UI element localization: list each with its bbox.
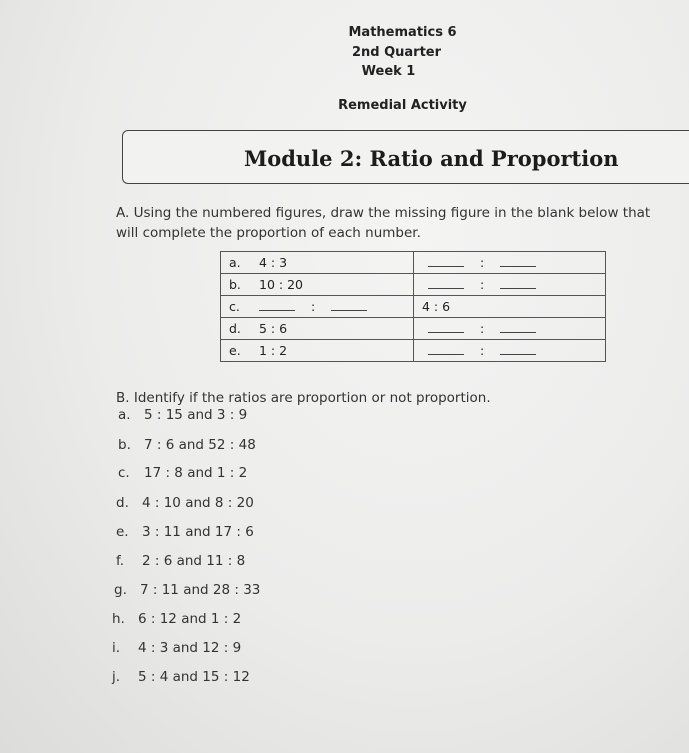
right-cell xyxy=(414,296,606,318)
item-ratios: 3 : 11 and 17 : 6 xyxy=(142,524,254,540)
activity-heading: Remedial Activity xyxy=(338,98,467,113)
item-letter: f. xyxy=(116,553,125,569)
answer-blank[interactable] xyxy=(428,343,464,355)
colon: : xyxy=(480,321,485,336)
section-b-instruction: B. Identify if the ratios are proportion or not proportion. xyxy=(116,390,491,406)
right-cell xyxy=(414,340,606,362)
right-cell xyxy=(414,274,606,296)
row-letter: b. xyxy=(229,277,241,292)
item-letter: b. xyxy=(118,437,131,453)
colon: : xyxy=(480,277,485,292)
item-letter: i. xyxy=(112,640,121,656)
left-ratio: 5 : 6 xyxy=(259,321,288,336)
item-ratios: 2 : 6 and 11 : 8 xyxy=(142,553,246,569)
right-ratio: 4 : 6 xyxy=(422,299,451,314)
item-letter: h. xyxy=(112,611,125,627)
left-ratio: 4 : 3 xyxy=(259,255,288,270)
week-heading: Week 1 xyxy=(361,64,416,79)
proportion-row xyxy=(221,274,606,296)
right-cell xyxy=(414,318,606,340)
left-cell xyxy=(221,318,414,340)
item-ratios: 6 : 12 and 1 : 2 xyxy=(138,611,242,627)
row-letter: a. xyxy=(229,255,241,270)
row-letter: e. xyxy=(229,343,241,358)
quarter-heading: 2nd Quarter xyxy=(351,45,442,60)
item-ratios: 4 : 10 and 8 : 20 xyxy=(142,495,254,511)
answer-blank[interactable] xyxy=(500,321,536,333)
item-letter: d. xyxy=(116,495,129,511)
proportion-row xyxy=(221,340,606,362)
proportion-row xyxy=(221,318,606,340)
left-ratio: 1 : 2 xyxy=(259,343,288,358)
answer-blank[interactable] xyxy=(500,277,536,289)
item-letter: j. xyxy=(112,669,121,685)
right-cell xyxy=(414,252,606,274)
item-letter: e. xyxy=(116,524,129,540)
answer-blank[interactable] xyxy=(428,277,464,289)
row-letter: d. xyxy=(229,321,241,336)
left-cell xyxy=(221,340,414,362)
colon: : xyxy=(480,343,485,358)
proportion-row xyxy=(221,252,606,274)
section-a-instruction-line1: A. Using the numbered figures, draw the missing figure in the blank below that xyxy=(116,205,651,221)
item-ratios: 5 : 4 and 15 : 12 xyxy=(138,669,250,685)
proportion-table xyxy=(220,251,606,362)
item-ratios: 7 : 6 and 52 : 48 xyxy=(144,437,256,453)
row-letter: c. xyxy=(229,299,240,314)
answer-blank[interactable] xyxy=(331,299,367,311)
left-cell xyxy=(221,274,414,296)
subject-heading: Mathematics 6 xyxy=(348,25,457,40)
left-ratio: 10 : 20 xyxy=(259,277,303,292)
answer-blank[interactable] xyxy=(428,255,464,267)
answer-blank[interactable] xyxy=(500,255,536,267)
module-title: Module 2: Ratio and Proportion xyxy=(244,146,619,171)
proportion-row xyxy=(221,296,606,318)
section-a-instruction-line2: will complete the proportion of each number. xyxy=(116,225,421,241)
item-letter: g. xyxy=(114,582,127,598)
left-cell xyxy=(221,296,414,318)
item-letter: a. xyxy=(118,407,131,423)
left-cell xyxy=(221,252,414,274)
answer-blank[interactable] xyxy=(500,343,536,355)
item-ratios: 5 : 15 and 3 : 9 xyxy=(144,407,248,423)
colon: : xyxy=(311,299,316,314)
item-ratios: 4 : 3 and 12 : 9 xyxy=(138,640,242,656)
answer-blank[interactable] xyxy=(259,299,295,311)
item-ratios: 7 : 11 and 28 : 33 xyxy=(140,582,261,598)
answer-blank[interactable] xyxy=(428,321,464,333)
colon: : xyxy=(480,255,485,270)
item-letter: c. xyxy=(118,465,130,481)
item-ratios: 17 : 8 and 1 : 2 xyxy=(144,465,248,481)
